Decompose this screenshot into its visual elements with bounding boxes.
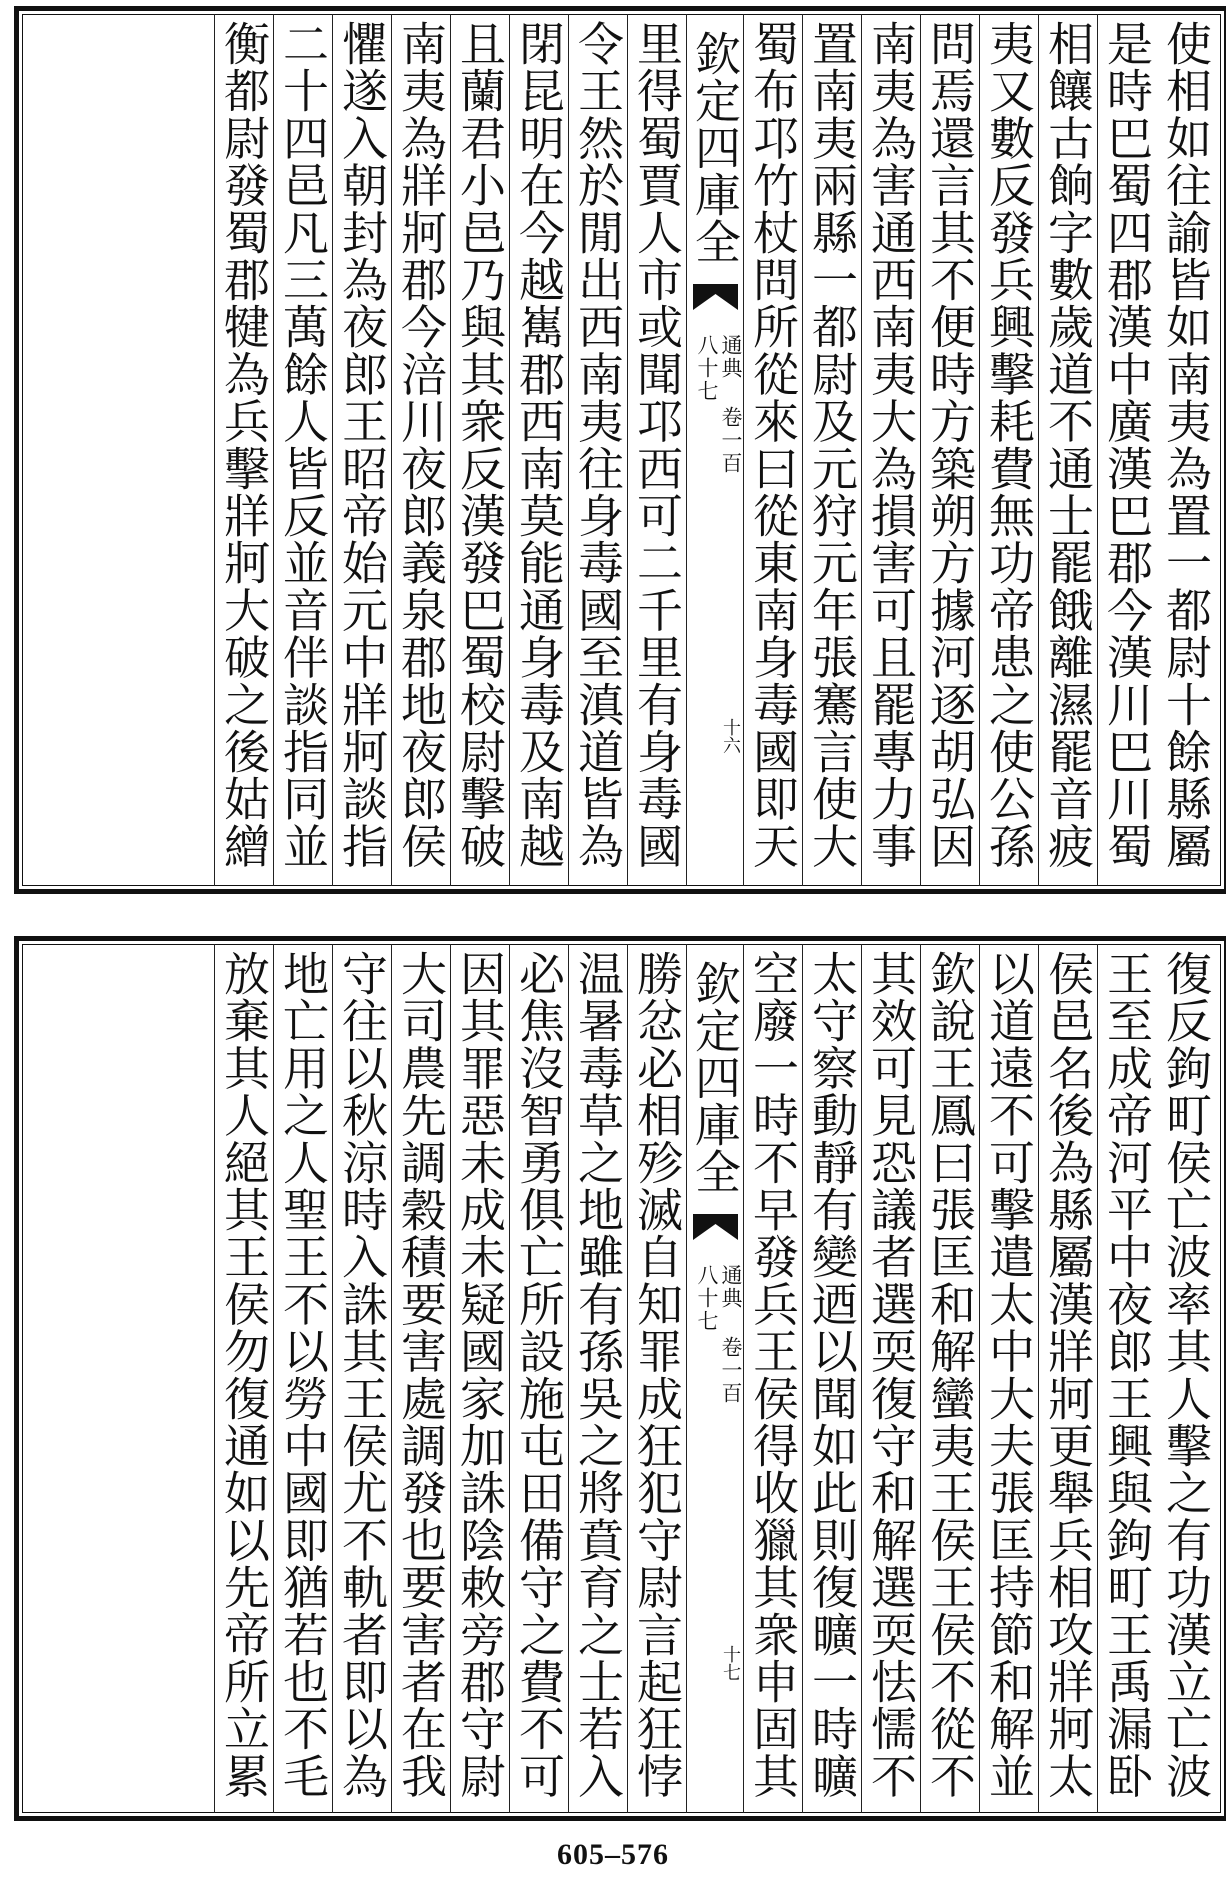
text-column [920,14,979,886]
fish-tail-mark-icon [693,1214,738,1240]
fish-tail-mark-icon [693,284,738,310]
column-text: 閉昆明在今越嶲郡西南莫能通身毒及南越 [512,20,566,870]
text-column [627,944,686,1813]
text-column [391,944,450,1813]
top-page [14,6,1226,894]
column-text: 其效可見恐議者選耎復守和解選耎怯懦不 [864,950,918,1800]
column-text: 相饟古餉字數歲道不通士罷餓離濕罷音疲 [1041,20,1095,870]
column-text: 是時巴蜀四郡漢中廣漢巴郡今漢川巴川蜀 [1100,20,1154,870]
text-column [743,944,802,1813]
volume-number: 卷一百八十七 [695,1264,743,1405]
text-column [861,14,920,886]
volume-number: 卷一百八十七 [695,334,743,475]
center-gutter [686,14,743,886]
column-text: 夷又數反發兵興擊耗費無功帝患之使公孫 [982,20,1036,870]
text-column [1097,14,1156,886]
column-text: 南夷為牂牁郡今涪川夜郎義泉郡地夜郎侯 [394,20,448,870]
leaf-number: 十六 [720,718,741,754]
column-text: 蜀布邛竹杖問所從來曰從東南身毒國即天 [746,20,800,870]
text-column [509,944,568,1813]
text-column [273,944,332,1813]
text-column [861,944,920,1813]
volume-reference [687,334,743,484]
center-gutter [686,944,743,1813]
column-text: 守往以秋涼時入誅其王侯尤不軌者即以為 [335,950,389,1800]
column-text: 復反鉤町侯亡波率其人擊之有功漢立亡波 [1159,950,1213,1800]
text-column [802,14,861,886]
text-column [979,14,1038,886]
column-text: 二十四邑凡三萬餘人皆反並音伴談指同並 [276,20,330,870]
column-text: 因其罪惡未成未疑國家加誅陰敕旁郡守尉 [453,950,507,1800]
column-text: 懼遂入朝封為夜郎王昭帝始元中牂牁談指 [335,20,389,870]
text-column [332,14,391,886]
bottom-page [14,936,1226,1821]
column-text: 令王然於閒出西南夷往身毒國至滇道皆為 [571,20,625,870]
text-column [214,944,273,1813]
text-column [1156,14,1215,886]
column-text: 侯邑名後為縣屬漢牂牁更舉兵相攻牂牁太 [1041,950,1095,1800]
book-title: 欽定四庫全 [688,960,742,1195]
column-text: 欽說王鳳曰張匡和解蠻夷王侯王侯不從不 [923,950,977,1800]
column-text: 置南夷兩縣一都尉及元狩元年張騫言使大 [805,20,859,870]
text-column [1038,14,1097,886]
book-title: 欽定四庫全 [688,30,742,265]
text-column [568,944,627,1813]
column-text: 衡都尉發蜀郡犍為兵擊牂牁大破之後姑繒 [217,20,271,870]
column-text: 問焉還言其不便時方築朔方據河逐胡弘因 [923,20,977,870]
book-name: 通典 [719,334,743,380]
page-label: 605–576 [557,1838,669,1871]
text-column [743,14,802,886]
text-column [1097,944,1156,1813]
text-column [802,944,861,1813]
text-column [214,14,273,886]
text-column [1156,944,1215,1813]
column-text: 地亡用之人聖王不以勞中國即猶若也不毛 [276,950,330,1800]
text-column [450,14,509,886]
text-column [627,14,686,886]
column-text: 里得蜀賈人市或聞邛西可二千里有身毒國 [630,20,684,870]
column-text: 放棄其人絕其王侯勿復通如以先帝所立累 [217,950,271,1800]
column-text: 空廢一時不早發兵王侯得收獵其衆申固其 [746,950,800,1800]
column-text: 大司農先調穀積要害處調發也要害者在我 [394,950,448,1800]
column-text: 王至成帝河平中夜郎王興與鉤町王禹漏卧 [1100,950,1154,1800]
column-text: 使相如往諭皆如南夷為置一都尉十餘縣屬 [1159,20,1213,870]
text-column [568,14,627,886]
text-column [332,944,391,1813]
text-column [273,14,332,886]
text-column [1038,944,1097,1813]
volume-reference [687,1264,743,1414]
column-text: 以道遠不可擊遣太中大夫張匡持節和解並 [982,950,1036,1800]
column-text: 温暑毒草之地雖有孫吳之將賁育之士若入 [571,950,625,1800]
text-column [450,944,509,1813]
text-column [920,944,979,1813]
text-column [979,944,1038,1813]
column-text: 且蘭君小邑乃與其衆反漢發巴蜀校尉擊破 [453,20,507,870]
column-text: 勝忿必相殄滅自知罪成狂犯守尉言起狂悖 [630,950,684,1800]
leaf-number: 十七 [720,1645,741,1681]
text-column [509,14,568,886]
column-text: 太守察動靜有變迺以聞如此則復曠一時曠 [805,950,859,1800]
column-text: 必焦沒智勇俱亡所設施屯田備守之費不可 [512,950,566,1800]
text-column [391,14,450,886]
book-name: 通典 [719,1264,743,1310]
column-text: 南夷為害通西南夷大為損害可且罷專力事 [864,20,918,870]
